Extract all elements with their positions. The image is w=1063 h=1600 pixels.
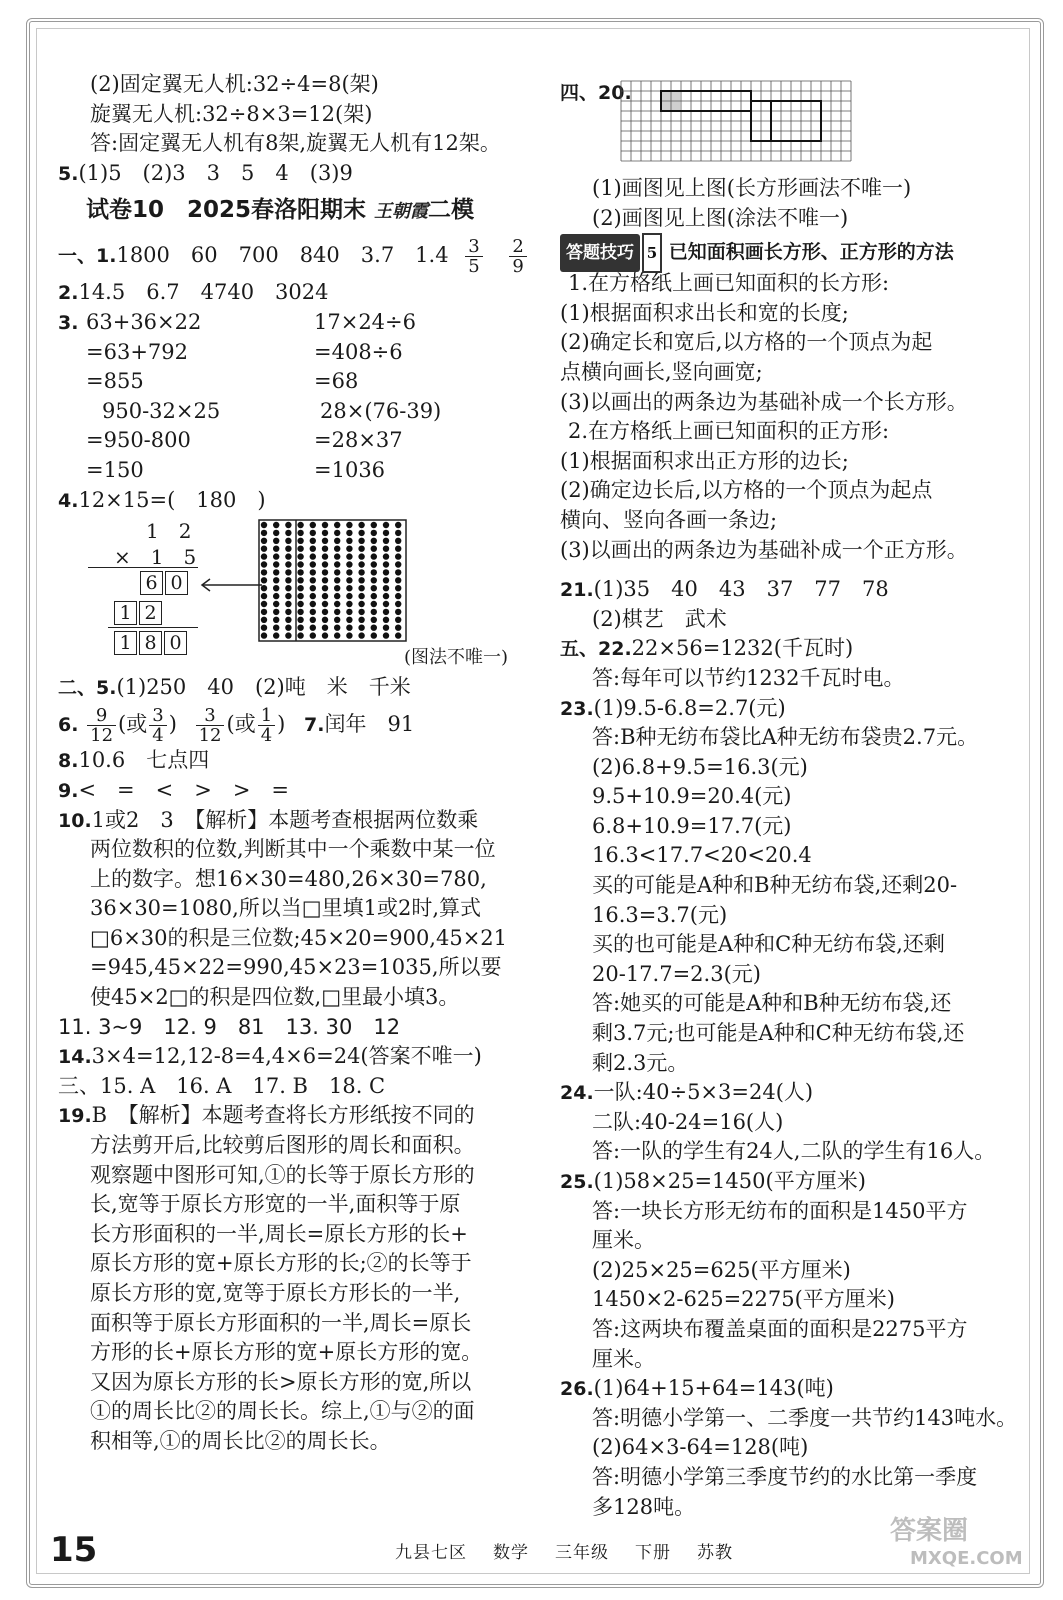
dot bbox=[334, 554, 340, 560]
dot bbox=[334, 585, 340, 591]
text-line: 答:明德小学第一、二季度一共节约143吨水。 bbox=[592, 1405, 1018, 1430]
dot bbox=[322, 585, 328, 591]
dot bbox=[383, 601, 389, 607]
dot bbox=[395, 593, 401, 599]
dot bbox=[273, 538, 279, 544]
tip-line: 点横向画长,竖向画宽; bbox=[560, 359, 763, 384]
dot bbox=[334, 601, 340, 607]
dot bbox=[346, 609, 352, 615]
dot bbox=[383, 585, 389, 591]
dot bbox=[346, 569, 352, 575]
text-line: 6.8+10.9=17.7(元) bbox=[592, 813, 792, 838]
text-line: 上的数字。想16×30=480,26×30=780, bbox=[90, 866, 487, 891]
dot bbox=[395, 609, 401, 615]
text-line: 36×30=1080,所以当□里填1或2时,算式 bbox=[90, 896, 481, 921]
tip-number: 5 bbox=[642, 233, 662, 273]
dot bbox=[297, 569, 303, 575]
dot bbox=[358, 601, 364, 607]
dot bbox=[346, 554, 352, 560]
dot bbox=[383, 593, 389, 599]
text-line: 方法剪开后,比较剪后图形的周长和面积。 bbox=[90, 1133, 475, 1158]
text-line: 答:她买的可能是A种和B种无纺布袋,还 bbox=[592, 991, 952, 1016]
dot bbox=[285, 625, 291, 631]
dot bbox=[334, 609, 340, 615]
dot bbox=[371, 569, 377, 575]
dot bbox=[273, 561, 279, 567]
tip-line: (3)以画出的两条边为基础补成一个长方形。 bbox=[560, 389, 968, 414]
text-line: (2)固定翼无人机:32÷4=8(架) bbox=[90, 72, 379, 96]
dot bbox=[322, 593, 328, 599]
dot bbox=[334, 561, 340, 567]
arrow-icon bbox=[198, 575, 266, 595]
text-line: 又因为原长方形的长>原长方形的宽,所以 bbox=[90, 1369, 472, 1394]
dot bbox=[285, 554, 291, 560]
dot bbox=[322, 546, 328, 552]
dot bbox=[322, 625, 328, 631]
dot bbox=[297, 585, 303, 591]
fraction: $\frac{3}{4}$ bbox=[149, 706, 166, 745]
dot bbox=[297, 554, 303, 560]
text-line: (2)画图见上图(涂法不唯一) bbox=[592, 205, 849, 230]
dot bbox=[322, 538, 328, 544]
text-line: 使45×2□的积是四位数,□里最小填3。 bbox=[90, 985, 460, 1010]
answer-5b: 二、5.(1)250 40 (2)吨 米 千米 bbox=[58, 674, 411, 699]
dot bbox=[310, 593, 316, 599]
dot bbox=[310, 633, 316, 639]
dot bbox=[261, 633, 267, 639]
dot bbox=[297, 625, 303, 631]
dot bbox=[261, 546, 267, 552]
dot bbox=[322, 569, 328, 575]
dot bbox=[358, 577, 364, 583]
note: (图法不唯一) bbox=[403, 647, 508, 669]
dot bbox=[297, 546, 303, 552]
answer-4: 4.12×15=( 180 ) bbox=[58, 487, 266, 512]
text-line: ①的周长比②的周长长。综上,①与②的面 bbox=[90, 1399, 475, 1424]
dot bbox=[334, 633, 340, 639]
dot bbox=[358, 585, 364, 591]
dot bbox=[285, 593, 291, 599]
calc-row: =950-800 =28×37 bbox=[86, 428, 403, 453]
dot bbox=[371, 609, 377, 615]
dot bbox=[310, 625, 316, 631]
text-line: 答:一块长方形无纺布的面积是1450平方 bbox=[592, 1198, 968, 1223]
text-line: 买的可能是A种和B种无纺布袋,还剩20- bbox=[592, 873, 958, 898]
dot bbox=[261, 593, 267, 599]
dot bbox=[371, 577, 377, 583]
text-line: 面积等于原长方形面积的一半,周长=原长 bbox=[90, 1310, 472, 1335]
dot bbox=[273, 522, 279, 528]
dot bbox=[334, 577, 340, 583]
dot-array-figure bbox=[258, 519, 408, 643]
dot bbox=[310, 577, 316, 583]
text-line: 买的也可能是A种和C种无纺布袋,还剩 bbox=[592, 932, 945, 957]
text-line: 厘米。 bbox=[592, 1228, 655, 1253]
dot bbox=[358, 625, 364, 631]
dot bbox=[285, 530, 291, 536]
dot bbox=[310, 522, 316, 528]
dot bbox=[261, 569, 267, 575]
dot bbox=[395, 601, 401, 607]
dot bbox=[358, 561, 364, 567]
tip-line: (2)确定长和宽后,以方格的一个顶点为起 bbox=[560, 330, 933, 355]
dot bbox=[273, 633, 279, 639]
watermark-logo: 答案圈 bbox=[890, 1516, 969, 1546]
text-line: 1450×2-625=2275(平方厘米) bbox=[592, 1287, 896, 1312]
dot bbox=[358, 538, 364, 544]
dot bbox=[383, 546, 389, 552]
multiplier: × 1 5 bbox=[114, 545, 197, 570]
dot bbox=[371, 554, 377, 560]
dot bbox=[346, 530, 352, 536]
answer-22: 五、22.22×56=1232(千瓦时) bbox=[560, 636, 854, 661]
dot bbox=[395, 633, 401, 639]
dot bbox=[285, 569, 291, 575]
dot bbox=[383, 633, 389, 639]
calc-row: =150 =1036 bbox=[86, 457, 386, 482]
dot bbox=[261, 577, 267, 583]
dot bbox=[346, 625, 352, 631]
dot bbox=[273, 530, 279, 536]
footer-info: 九县七区 数学 三年级 下册 苏教 bbox=[395, 1543, 733, 1563]
dot bbox=[346, 522, 352, 528]
answer-25: 25.(1)58×25=1450(平方厘米) bbox=[560, 1169, 866, 1193]
tip-line: 2.在方格纸上画已知面积的正方形: bbox=[568, 419, 890, 444]
dot bbox=[310, 617, 316, 623]
dot bbox=[310, 554, 316, 560]
dot bbox=[334, 593, 340, 599]
dot bbox=[261, 617, 267, 623]
dot bbox=[297, 617, 303, 623]
dot bbox=[285, 601, 291, 607]
text-line: 原长方形的宽,宽等于原长方形长的一半, bbox=[90, 1281, 461, 1305]
tip-line: 横向、竖向各画一条边; bbox=[560, 507, 778, 532]
tip-line: (2)确定边长后,以方格的一个顶点为起点 bbox=[560, 478, 933, 503]
dot bbox=[371, 625, 377, 631]
text-line: 方形的长+原长方形的宽+原长方形的宽。 bbox=[90, 1340, 483, 1365]
dot bbox=[395, 585, 401, 591]
dot bbox=[383, 561, 389, 567]
text-line: (2)6.8+9.5=16.3(元) bbox=[592, 754, 808, 779]
dot bbox=[334, 625, 340, 631]
fraction: $\frac{9}{12}$ bbox=[87, 706, 116, 745]
dot bbox=[285, 585, 291, 591]
text-line: 原长方形的宽+原长方形的长;②的长等于 bbox=[90, 1251, 472, 1276]
dot bbox=[273, 569, 279, 575]
answer-5: 5.(1)5 (2)3 3 5 4 (3)9 bbox=[58, 160, 353, 185]
partial-product-2: 1 2 bbox=[114, 601, 164, 625]
text-line: 两位数积的位数,判断其中一个乘数中某一位 bbox=[90, 837, 496, 862]
text-line: 长,宽等于原长方形宽的一半,面积等于原 bbox=[90, 1192, 461, 1217]
dot bbox=[297, 538, 303, 544]
dot bbox=[383, 625, 389, 631]
dot bbox=[358, 617, 364, 623]
dot bbox=[297, 633, 303, 639]
grid-figure bbox=[620, 80, 860, 172]
partial-product-1: 6 0 bbox=[140, 571, 190, 595]
dot bbox=[285, 577, 291, 583]
text-line: (1)画图见上图(长方形画法不唯一) bbox=[592, 176, 912, 200]
dot bbox=[383, 609, 389, 615]
dot bbox=[334, 538, 340, 544]
rule-line bbox=[88, 567, 198, 568]
dot bbox=[346, 593, 352, 599]
dot bbox=[346, 561, 352, 567]
dot bbox=[297, 609, 303, 615]
answer-24: 24.一队:40÷5×3=24(人) bbox=[560, 1080, 814, 1105]
dot bbox=[273, 585, 279, 591]
answer-11-13: 11. 3~9 12. 9 81 13. 30 12 bbox=[58, 1014, 401, 1039]
dot bbox=[322, 609, 328, 615]
dot bbox=[395, 577, 401, 583]
dot bbox=[371, 522, 377, 528]
fraction: $\frac{3}{12}$ bbox=[196, 706, 225, 745]
tip-header bbox=[560, 233, 1010, 269]
dot bbox=[285, 561, 291, 567]
dot bbox=[273, 554, 279, 560]
text-line: 旋翼无人机:32÷8×3=12(架) bbox=[90, 101, 373, 126]
calc-row: =855 =68 bbox=[86, 369, 359, 394]
author-signature: 王朝霞 bbox=[374, 201, 429, 223]
dot bbox=[285, 617, 291, 623]
dot bbox=[297, 577, 303, 583]
dot bbox=[383, 530, 389, 536]
dot bbox=[358, 569, 364, 575]
dot bbox=[346, 546, 352, 552]
dot bbox=[395, 546, 401, 552]
dot bbox=[395, 569, 401, 575]
multiplication-diagram bbox=[58, 515, 518, 655]
dot bbox=[261, 585, 267, 591]
dot bbox=[383, 577, 389, 583]
text-line: 观察题中图形可知,①的长等于原长方形的 bbox=[90, 1162, 475, 1187]
watermark-url: MXQE.COM bbox=[910, 1548, 1023, 1569]
dot bbox=[322, 617, 328, 623]
answer-2: 2.14.5 6.7 4740 3024 bbox=[58, 280, 329, 305]
dot bbox=[273, 577, 279, 583]
dot bbox=[310, 609, 316, 615]
calc-row: 950-32×25 28×(76-39) bbox=[102, 398, 442, 423]
shaded-cell bbox=[660, 90, 680, 110]
text-line: 答:明德小学第三季度节约的水比第一季度 bbox=[592, 1464, 978, 1489]
dot bbox=[261, 538, 267, 544]
section-title: 试卷10 2025春洛阳期末 王朝霞二模 bbox=[86, 197, 475, 224]
text-line: (2)25×25=625(平方厘米) bbox=[592, 1257, 851, 1282]
answer-20: 四、20. bbox=[560, 78, 1010, 174]
dot bbox=[322, 561, 328, 567]
dot bbox=[395, 625, 401, 631]
answer-21: 21.(1)35 40 43 37 77 78 bbox=[560, 577, 889, 602]
fraction: $\frac{2}{9}$ bbox=[509, 237, 526, 276]
dot bbox=[273, 609, 279, 615]
dot bbox=[334, 546, 340, 552]
answer-3: 3. 63+36×22 17×24÷6 bbox=[58, 309, 416, 334]
text-line: 剩2.3元。 bbox=[592, 1050, 689, 1075]
text-line: 16.3=3.7(元) bbox=[592, 902, 728, 927]
dot bbox=[395, 554, 401, 560]
dot bbox=[371, 561, 377, 567]
dot bbox=[297, 593, 303, 599]
dot bbox=[383, 522, 389, 528]
rule-line bbox=[108, 627, 198, 628]
dot bbox=[346, 538, 352, 544]
dot bbox=[383, 569, 389, 575]
dot bbox=[358, 522, 364, 528]
tip-line: (1)根据面积求出正方形的边长; bbox=[560, 448, 849, 473]
text-line: 积相等,①的周长比②的周长长。 bbox=[90, 1428, 391, 1453]
dot bbox=[371, 530, 377, 536]
text-line: 剩3.7元;也可能是A种和C种无纺布袋,还 bbox=[592, 1021, 965, 1046]
dot bbox=[383, 617, 389, 623]
dot bbox=[297, 561, 303, 567]
left-column bbox=[58, 70, 524, 1457]
dot bbox=[358, 530, 364, 536]
dot bbox=[310, 538, 316, 544]
dot bbox=[261, 554, 267, 560]
dot bbox=[261, 625, 267, 631]
answer-1: 一、1.1800 60 700 840 3.7 1.4 $\frac{3}{5}$ $\frac{2}{9}$ bbox=[58, 232, 518, 278]
text-line: 长方形面积的一半,周长=原长方形的长+ bbox=[90, 1221, 468, 1246]
dot bbox=[322, 601, 328, 607]
tip-badge: 答题技巧 bbox=[560, 234, 640, 272]
dot bbox=[334, 522, 340, 528]
answer-14: 14.3×4=12,12-8=4,4×6=24(答案不唯一) bbox=[58, 1044, 482, 1069]
text-line: 答:B种无纺布袋比A种无纺布袋贵2.7元。 bbox=[592, 725, 979, 750]
dot bbox=[395, 538, 401, 544]
dot bbox=[273, 625, 279, 631]
answer-6: 6. $\frac{9}{12}$ (或 $\frac{3}{4}$ ) $\frac{3}{12}$ (或 $\frac{1}{4}$ ) 7.闰年 91 bbox=[58, 705, 415, 747]
dot bbox=[261, 601, 267, 607]
text-line: =945,45×22=990,45×23=1035,所以要 bbox=[90, 955, 502, 980]
text-line: 9.5+10.9=20.4(元) bbox=[592, 784, 792, 809]
dot bbox=[261, 522, 267, 528]
dot bbox=[310, 530, 316, 536]
tip-line: (1)根据面积求出长和宽的长度; bbox=[560, 300, 849, 325]
dot bbox=[297, 601, 303, 607]
dot bbox=[261, 561, 267, 567]
text-line: 二队:40-24=16(人) bbox=[592, 1109, 784, 1134]
answer-10: 10.1或2 3 【解析】本题考查根据两位数乘 bbox=[58, 807, 479, 832]
dot bbox=[322, 633, 328, 639]
dot bbox=[261, 530, 267, 536]
dot bbox=[285, 633, 291, 639]
dot bbox=[285, 546, 291, 552]
text-line: 16.3<17.7<20<20.4 bbox=[592, 843, 812, 868]
dot bbox=[346, 585, 352, 591]
dot bbox=[395, 617, 401, 623]
dot bbox=[322, 577, 328, 583]
dot bbox=[346, 601, 352, 607]
dot bbox=[273, 617, 279, 623]
dot bbox=[371, 546, 377, 552]
fraction: $\frac{1}{4}$ bbox=[258, 706, 275, 745]
dot bbox=[346, 577, 352, 583]
dot bbox=[395, 522, 401, 528]
text-line: (2)棋艺 武术 bbox=[592, 606, 727, 631]
answer-8: 8.10.6 七点四 bbox=[58, 748, 210, 773]
answer-19: 19.B 【解析】本题考查将长方形纸按不同的 bbox=[58, 1103, 475, 1128]
dot bbox=[310, 561, 316, 567]
text-line: □6×30的积是三位数;45×20=900,45×21 bbox=[90, 925, 508, 950]
dot bbox=[261, 609, 267, 615]
text-line: 答:一队的学生有24人,二队的学生有16人。 bbox=[592, 1139, 996, 1164]
dot bbox=[285, 609, 291, 615]
dot bbox=[358, 633, 364, 639]
dot bbox=[346, 617, 352, 623]
text-line: 20-17.7=2.3(元) bbox=[592, 961, 761, 986]
dot bbox=[310, 585, 316, 591]
text-line: 答:固定翼无人机有8架,旋翼无人机有12架。 bbox=[90, 131, 501, 156]
dot bbox=[297, 522, 303, 528]
dot bbox=[358, 546, 364, 552]
dot bbox=[383, 554, 389, 560]
dot bbox=[297, 530, 303, 536]
dot bbox=[273, 546, 279, 552]
dot bbox=[358, 609, 364, 615]
dot bbox=[346, 633, 352, 639]
product: 1 8 0 bbox=[114, 631, 189, 655]
dot bbox=[322, 522, 328, 528]
dot bbox=[334, 569, 340, 575]
dot bbox=[395, 561, 401, 567]
dot bbox=[310, 569, 316, 575]
calc-row: =63+792 =408÷6 bbox=[86, 339, 403, 364]
dot bbox=[273, 601, 279, 607]
text-line: 厘米。 bbox=[592, 1346, 655, 1371]
dot bbox=[334, 617, 340, 623]
tip-title: 已知面积画长方形、正方形的方法 bbox=[668, 241, 954, 264]
dot bbox=[358, 554, 364, 560]
dot bbox=[395, 530, 401, 536]
tip-line: (3)以画出的两条边为基础补成一个正方形。 bbox=[560, 537, 968, 562]
text-line: 多128吨。 bbox=[592, 1494, 696, 1519]
dot bbox=[310, 546, 316, 552]
dot bbox=[322, 530, 328, 536]
dot bbox=[273, 593, 279, 599]
dot bbox=[285, 538, 291, 544]
right-column bbox=[560, 78, 1018, 1522]
dot bbox=[371, 538, 377, 544]
dot bbox=[310, 601, 316, 607]
answer-15-18: 三、15. A 16. A 17. B 18. C bbox=[58, 1073, 386, 1098]
fraction: $\frac{3}{5}$ bbox=[465, 237, 482, 276]
dot bbox=[371, 601, 377, 607]
dot bbox=[371, 593, 377, 599]
dot bbox=[358, 593, 364, 599]
dot bbox=[371, 585, 377, 591]
dot bbox=[383, 538, 389, 544]
text-line: 答:每年可以节约1232千瓦时电。 bbox=[592, 665, 905, 690]
multiplicand: 1 2 bbox=[146, 519, 192, 544]
dot bbox=[371, 633, 377, 639]
answer-9: 9.< = < > > = bbox=[58, 777, 290, 802]
page-number: 15 bbox=[50, 1530, 98, 1570]
tip-line: 1.在方格纸上画已知面积的长方形: bbox=[568, 271, 890, 296]
answer-26: 26.(1)64+15+64=143(吨) bbox=[560, 1376, 834, 1401]
dot bbox=[285, 522, 291, 528]
text-line: 答:这两块布覆盖桌面的面积是2275平方 bbox=[592, 1316, 968, 1341]
dot bbox=[322, 554, 328, 560]
text-line: (2)64×3-64=128(吨) bbox=[592, 1435, 809, 1460]
dot bbox=[334, 530, 340, 536]
dot bbox=[371, 617, 377, 623]
answer-23: 23.(1)9.5-6.8=2.7(元) bbox=[560, 695, 786, 720]
